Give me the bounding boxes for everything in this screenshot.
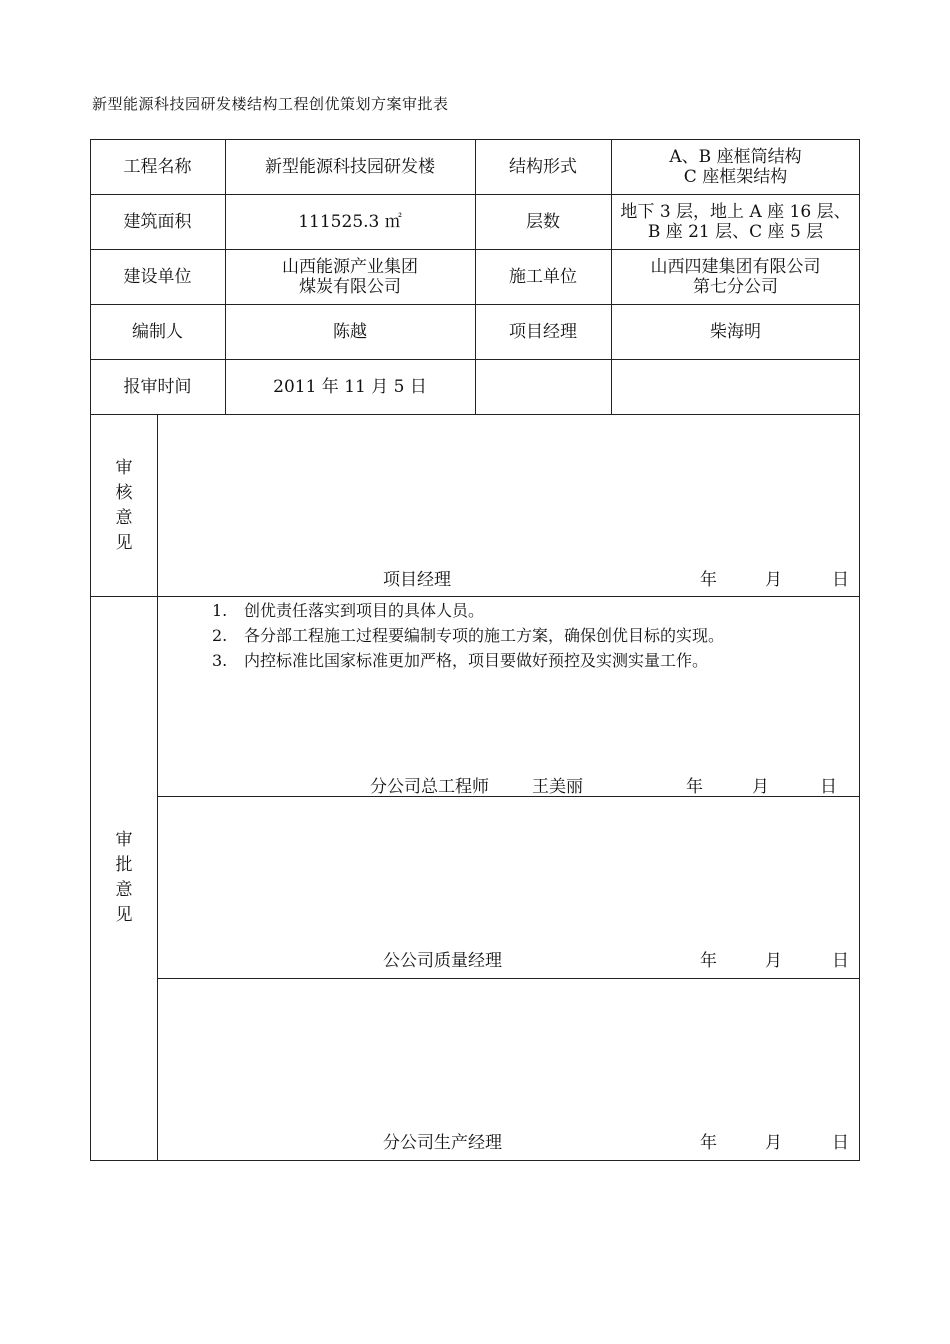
quality-manager-month: 月 — [765, 951, 782, 971]
floors-label: 层数 — [526, 211, 560, 232]
review-day: 日 — [832, 570, 849, 590]
production-manager-year: 年 — [700, 1133, 717, 1153]
builder-value: 山西能源产业集团 煤炭有限公司 — [282, 256, 418, 297]
approval-opinion-label: 审 批 意 见 — [115, 830, 133, 925]
builder-label: 建设单位 — [123, 266, 192, 287]
chief-engineer-name: 王美丽 — [532, 777, 583, 797]
review-year: 年 — [700, 570, 717, 590]
list-item: 2. 各分部工程施工过程要编制专项的施工方案，确保创优目标的实现。 — [212, 626, 725, 645]
list-item: 3. 内控标准比国家标准更加严格，项目要做好预控及实测实量工作。 — [212, 651, 709, 670]
floors-value: 地下 3 层，地上 A 座 16 层、 B 座 21 层、C 座 5 层 — [620, 201, 851, 242]
author-label: 编制人 — [132, 321, 183, 342]
submit-time-label: 报审时间 — [123, 376, 192, 397]
submit-time-value: 2011 年 11 月 5 日 — [273, 376, 427, 397]
row-divider — [157, 978, 860, 979]
area-value: 111525.3 ㎡ — [298, 211, 402, 232]
empty-cell — [611, 359, 860, 414]
column-divider — [157, 414, 158, 1161]
form-title: 新型能源科技园研发楼结构工程创优策划方案审批表 — [92, 95, 449, 113]
review-opinion-label: 审 核 意 见 — [115, 458, 133, 553]
chief-engineer-year: 年 — [686, 777, 703, 797]
project-name-value: 新型能源科技园研发楼 — [265, 156, 435, 177]
empty-cell — [475, 359, 611, 414]
chief-engineer-month: 月 — [752, 777, 769, 797]
project-name-label: 工程名称 — [123, 156, 192, 177]
production-manager-month: 月 — [765, 1133, 782, 1153]
pm-value: 柴海明 — [710, 321, 761, 342]
quality-manager-day: 日 — [832, 951, 849, 971]
production-manager-day: 日 — [832, 1133, 849, 1153]
contractor-label: 施工单位 — [509, 266, 577, 287]
structure-label: 结构形式 — [509, 156, 577, 177]
approval-comments-list — [212, 598, 724, 673]
quality-manager-label: 公公司质量经理 — [383, 951, 502, 971]
area-label: 建筑面积 — [123, 211, 192, 232]
review-signer-label: 项目经理 — [383, 570, 451, 590]
structure-value: A、B 座框筒结构 C 座框架结构 — [669, 146, 802, 187]
row-divider — [90, 596, 860, 597]
chief-engineer-day: 日 — [820, 777, 837, 797]
review-month: 月 — [765, 570, 782, 590]
chief-engineer-label: 分公司总工程师 — [370, 777, 489, 797]
production-manager-label: 分公司生产经理 — [383, 1133, 502, 1153]
author-value: 陈越 — [333, 321, 367, 342]
list-item: 1. 创优责任落实到项目的具体人员。 — [212, 601, 485, 620]
quality-manager-year: 年 — [700, 951, 717, 971]
contractor-value: 山西四建集团有限公司 第七分公司 — [650, 256, 821, 297]
pm-label: 项目经理 — [509, 321, 577, 342]
